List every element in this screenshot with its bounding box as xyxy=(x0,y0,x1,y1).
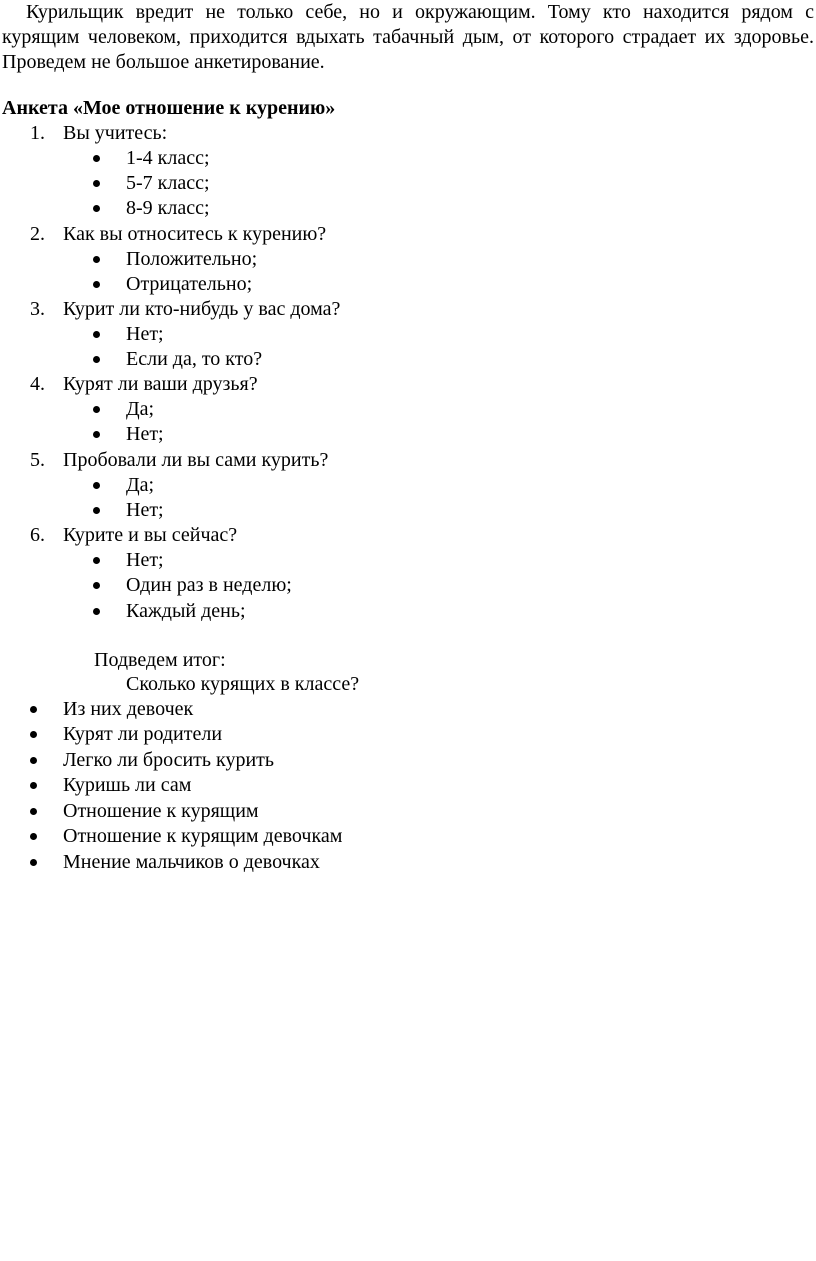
bullet-icon xyxy=(30,833,37,840)
question-text: Курите и вы сейчас? xyxy=(63,524,238,546)
bullet-icon xyxy=(93,406,100,413)
bullet-icon xyxy=(93,155,100,162)
answer-option xyxy=(0,171,816,196)
summary-item-text: Курят ли родители xyxy=(63,723,223,745)
answer-option-text: 1-4 класс; xyxy=(126,147,210,169)
answer-option xyxy=(0,146,816,171)
summary-item-text: Куришь ли сам xyxy=(63,774,192,796)
bullet-icon xyxy=(93,205,100,212)
question-number: 2. xyxy=(30,223,45,245)
summary-item xyxy=(0,722,816,747)
summary-item xyxy=(0,773,816,798)
question-item xyxy=(0,121,816,146)
intro-line: Проведем не большое анкетирование. xyxy=(2,51,325,73)
question-number: 6. xyxy=(30,524,45,546)
answer-option xyxy=(0,422,816,447)
answer-option xyxy=(0,272,816,297)
answer-option xyxy=(0,322,816,347)
bullet-icon xyxy=(93,582,100,589)
question-item xyxy=(0,448,816,473)
answer-option-text: Один раз в неделю; xyxy=(126,574,292,596)
summary-item xyxy=(0,824,816,849)
answer-option xyxy=(0,473,816,498)
bullet-icon xyxy=(30,782,37,789)
answer-option-text: Нет; xyxy=(126,499,164,521)
bullet-icon xyxy=(30,731,37,738)
bullet-icon xyxy=(93,356,100,363)
question-number: 3. xyxy=(30,298,45,320)
bullet-icon xyxy=(93,256,100,263)
summary-item-text: Мнение мальчиков о девочках xyxy=(63,851,320,873)
intro-line: Курильщик вредит не только себе, но и окружающим. Тому кто находится рядом с xyxy=(26,1,814,23)
answer-option xyxy=(0,573,816,598)
answer-option-text: Нет; xyxy=(126,423,164,445)
summary-subheading: Сколько курящих в классе? xyxy=(126,673,360,695)
answer-option-text: Отрицательно; xyxy=(126,273,253,295)
bullet-icon xyxy=(93,507,100,514)
question-item xyxy=(0,222,816,247)
question-text: Вы учитесь: xyxy=(63,122,168,144)
summary-item xyxy=(0,799,816,824)
answer-option-text: Положительно; xyxy=(126,248,258,270)
answer-option xyxy=(0,599,816,624)
question-text: Как вы относитесь к курению? xyxy=(63,223,327,245)
bullet-icon xyxy=(93,331,100,338)
summary-item-text: Отношение к курящим xyxy=(63,800,259,822)
answer-option-text: 5-7 класс; xyxy=(126,172,210,194)
answer-option-text: 8-9 класс; xyxy=(126,197,210,219)
question-text: Курят ли ваши друзья? xyxy=(63,373,258,395)
question-number: 5. xyxy=(30,449,45,471)
answer-option xyxy=(0,397,816,422)
answer-option-text: Да; xyxy=(126,474,155,496)
summary-item-text: Легко ли бросить курить xyxy=(63,749,275,771)
bullet-icon xyxy=(30,706,37,713)
answer-option xyxy=(0,498,816,523)
summary-item-text: Отношение к курящим девочкам xyxy=(63,825,343,847)
survey-title: Анкета «Мое отношение к курению» xyxy=(2,97,336,119)
question-text: Пробовали ли вы сами курить? xyxy=(63,449,329,471)
bullet-icon xyxy=(30,757,37,764)
answer-option-text: Нет; xyxy=(126,323,164,345)
bullet-icon xyxy=(93,557,100,564)
answer-option xyxy=(0,347,816,372)
summary-item-text: Из них девочек xyxy=(63,698,194,720)
question-item xyxy=(0,523,816,548)
bullet-icon xyxy=(30,859,37,866)
bullet-icon xyxy=(93,431,100,438)
question-text: Курит ли кто-нибудь у вас дома? xyxy=(63,298,341,320)
answer-option-text: Если да, то кто? xyxy=(126,348,263,370)
summary-item xyxy=(0,850,816,875)
answer-option xyxy=(0,548,816,573)
summary-item xyxy=(0,697,816,722)
answer-option xyxy=(0,196,816,221)
summary-item xyxy=(0,748,816,773)
summary-heading: Подведем итог: xyxy=(94,649,226,671)
bullet-icon xyxy=(30,808,37,815)
bullet-icon xyxy=(93,608,100,615)
bullet-icon xyxy=(93,482,100,489)
question-item xyxy=(0,372,816,397)
bullet-icon xyxy=(93,180,100,187)
intro-paragraph xyxy=(2,0,814,75)
answer-option xyxy=(0,247,816,272)
question-number: 1. xyxy=(30,122,45,144)
question-number: 4. xyxy=(30,373,45,395)
answer-option-text: Каждый день; xyxy=(126,600,246,622)
answer-option-text: Нет; xyxy=(126,549,164,571)
question-item xyxy=(0,297,816,322)
intro-line: курящим человеком, приходится вдыхать табачный дым, от которого страдает их здоровье. xyxy=(2,26,814,48)
answer-option-text: Да; xyxy=(126,398,155,420)
bullet-icon xyxy=(93,281,100,288)
